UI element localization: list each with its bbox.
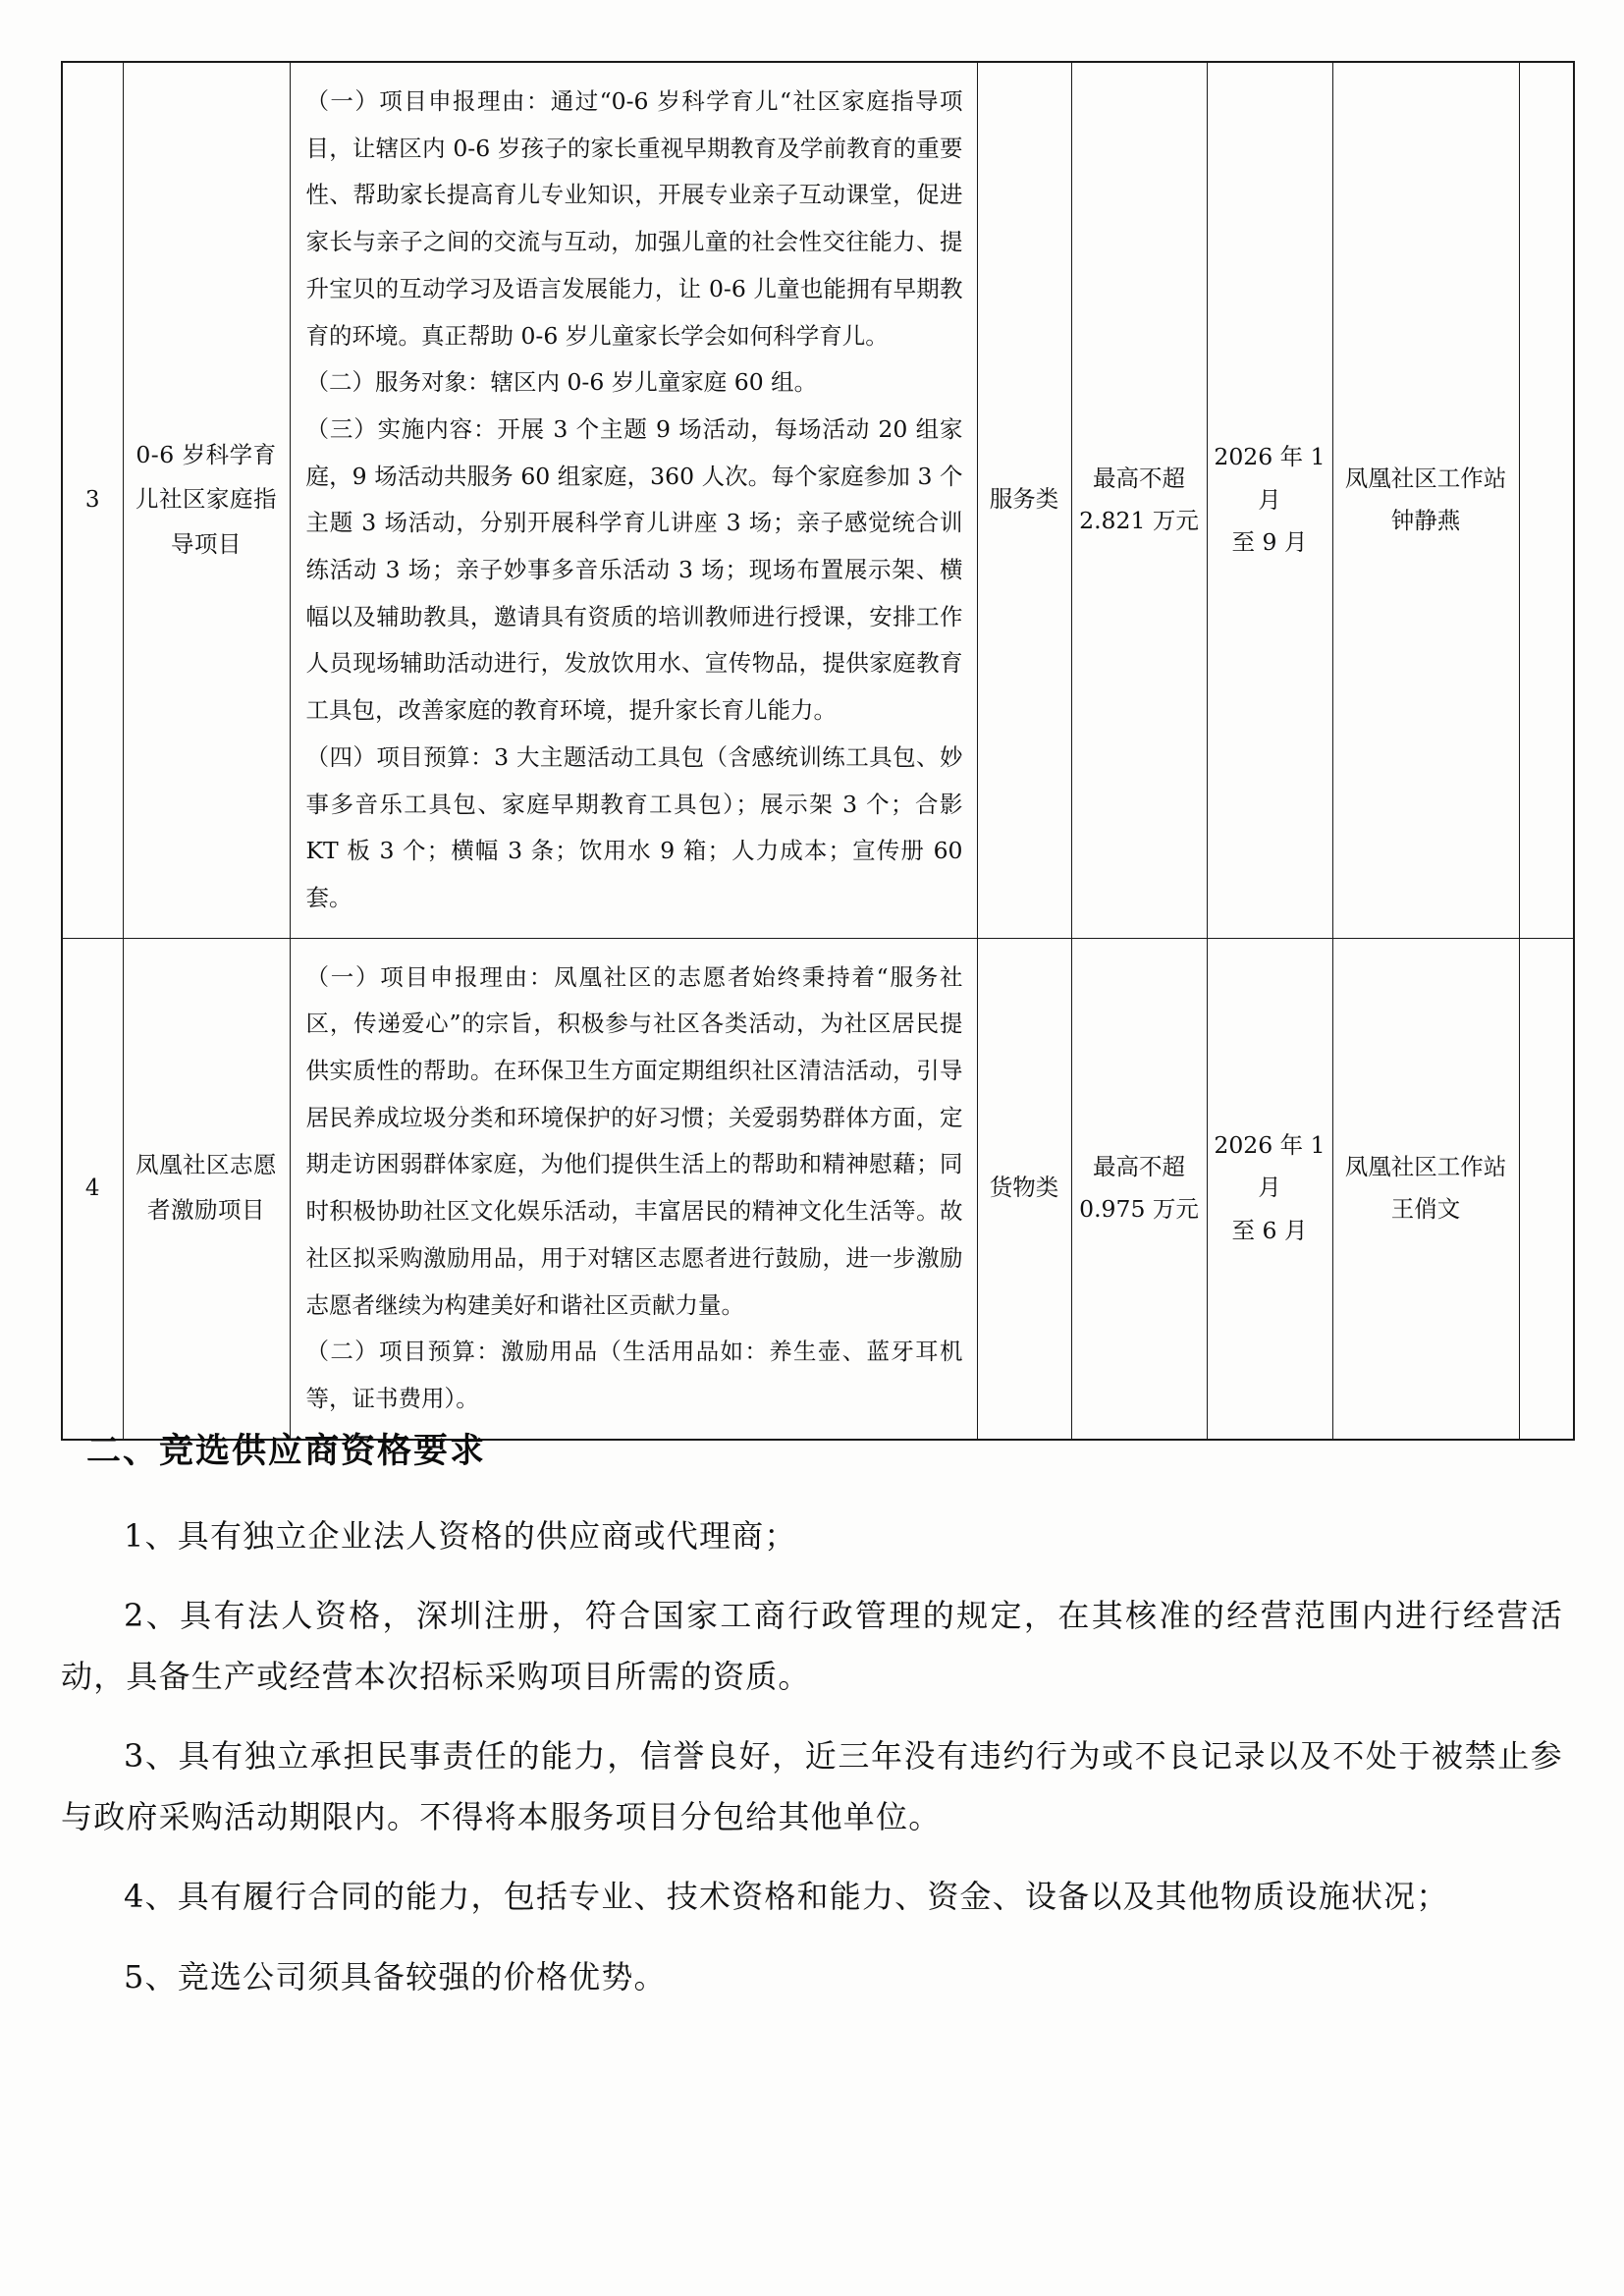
row-number: 3 xyxy=(62,62,123,938)
requirement-item: 4、具有履行合同的能力，包括专业、技术资格和能力、资金、设备以及其他物质设施状况； xyxy=(124,1878,1449,1916)
responsible-unit xyxy=(1332,62,1519,938)
budget-line: 最高不超 xyxy=(1093,1152,1185,1180)
unit-line: 凤凰社区工作站 xyxy=(1344,1152,1507,1180)
period-line: 2026 年 1 月 xyxy=(1214,1130,1326,1202)
budget-line: 2.821 万元 xyxy=(1079,507,1199,535)
section-heading: 二、竞选供应商资格要求 xyxy=(86,1432,487,1471)
desc-paragraph: （一）项目申报理由：凤凰社区的志愿者始终秉持着“服务社区，传递爱心”的宗旨，积极参与社区各类活动，为社区居民提供实质性的帮助。在环保卫生方面定期组织社区清洁活动，引导居民养成垃圾分类和环境保护的好习惯；关爱弱势群体方面，定期走访困弱群体家庭，为他们提供生活上的帮助和精神慰藉；同时积极协助社区文化娱乐活动，丰富居民的精神文化生活等。故社区拟采购激励用品，用于对辖区志愿者进行鼓励，进一步激励志愿者继续为构建美好和谐社区贡献力量。 xyxy=(305,962,963,1319)
requirement-item: 5、竞选公司须具备较强的价格优势。 xyxy=(124,1957,667,1995)
project-category: 服务类 xyxy=(977,62,1071,938)
responsible-unit xyxy=(1332,938,1519,1440)
desc-paragraph: （二）服务对象：辖区内 0-6 岁儿童家庭 60 组。 xyxy=(305,368,818,397)
requirement-item: 3、具有独立承担民事责任的能力，信誉良好，近三年没有违约行为或不良记录以及不处于被禁止参与政府采购活动期限内。不得将本服务项目分包给其他单位。 xyxy=(61,1737,1563,1835)
project-description xyxy=(290,938,977,1440)
row-number: 4 xyxy=(62,938,123,1440)
budget-amount xyxy=(1071,62,1207,938)
project-period xyxy=(1207,938,1332,1440)
budget-line: 最高不超 xyxy=(1093,464,1185,492)
unit-line: 凤凰社区工作站 xyxy=(1344,464,1507,492)
project-table-container xyxy=(61,61,1573,1441)
project-name: 0-6 岁科学育儿社区家庭指导项目 xyxy=(123,62,290,938)
requirement-item: 1、具有独立企业法人资格的供应商或代理商； xyxy=(124,1517,797,1555)
desc-paragraph: （三）实施内容：开展 3 个主题 9 场活动，每场活动 20 组家庭，9 场活动共服务 60 组家庭，360 人次。每个家庭参加 3 个主题 3 场活动，分别开展科学育儿讲座 3 场；亲子感觉统合训练活动 3 场；亲子妙事多音乐活动 3 场；现场布置展示架、横幅以及辅助教具，邀请具有资质的培训教师进行授课，安排工作人员现场辅助活动进行，发放饮用水、宣传物品，提供家庭教育工具包，改善家庭的教育环境，提升家长育儿能力。 xyxy=(305,414,963,725)
period-line: 至 9 月 xyxy=(1231,528,1308,557)
desc-paragraph: （二）项目预算：激励用品（生活用品如：养生壶、蓝牙耳机等，证书费用）。 xyxy=(305,1338,963,1412)
period-line: 2026 年 1 月 xyxy=(1214,443,1326,514)
remarks-cell xyxy=(1519,938,1574,1440)
table-row xyxy=(62,62,1574,938)
project-description xyxy=(290,62,977,938)
remarks-cell xyxy=(1519,62,1574,938)
budget-amount xyxy=(1071,938,1207,1440)
project-category: 货物类 xyxy=(977,938,1071,1440)
requirement-item: 2、具有法人资格，深圳注册，符合国家工商行政管理的规定，在其核准的经营范围内进行经营活动，具备生产或经营本次招标采购项目所需的资质。 xyxy=(61,1597,1563,1695)
table-row xyxy=(62,938,1574,1440)
desc-paragraph: （四）项目预算：3 大主题活动工具包（含感统训练工具包、妙事多音乐工具包、家庭早期教育工具包）；展示架 3 个；合影 KT 板 3 个；横幅 3 条；饮用水 9 箱；人力成本；宣传册 60 套。 xyxy=(305,742,963,911)
qualification-section xyxy=(61,1424,1563,2027)
unit-line: 钟静燕 xyxy=(1390,507,1461,535)
period-line: 至 6 月 xyxy=(1231,1216,1308,1244)
unit-line: 王俏文 xyxy=(1390,1195,1461,1224)
project-name: 凤凰社区志愿者激励项目 xyxy=(123,938,290,1440)
project-table xyxy=(61,61,1575,1441)
project-period xyxy=(1207,62,1332,938)
desc-paragraph: （一）项目申报理由：通过“0-6 岁科学育儿“社区家庭指导项目，让辖区内 0-6 岁孩子的家长重视早期教育及学前教育的重要性、帮助家长提高育儿专业知识，开展专业亲子互动课堂，促进家长与亲子之间的交流与互动，加强儿童的社会性交往能力、提升宝贝的互动学习及语言发展能力，让 0-6 儿童也能拥有早期教育的环境。真正帮助 0-6 岁儿童家长学会如何科学育儿。 xyxy=(305,87,963,350)
budget-line: 0.975 万元 xyxy=(1079,1195,1199,1224)
